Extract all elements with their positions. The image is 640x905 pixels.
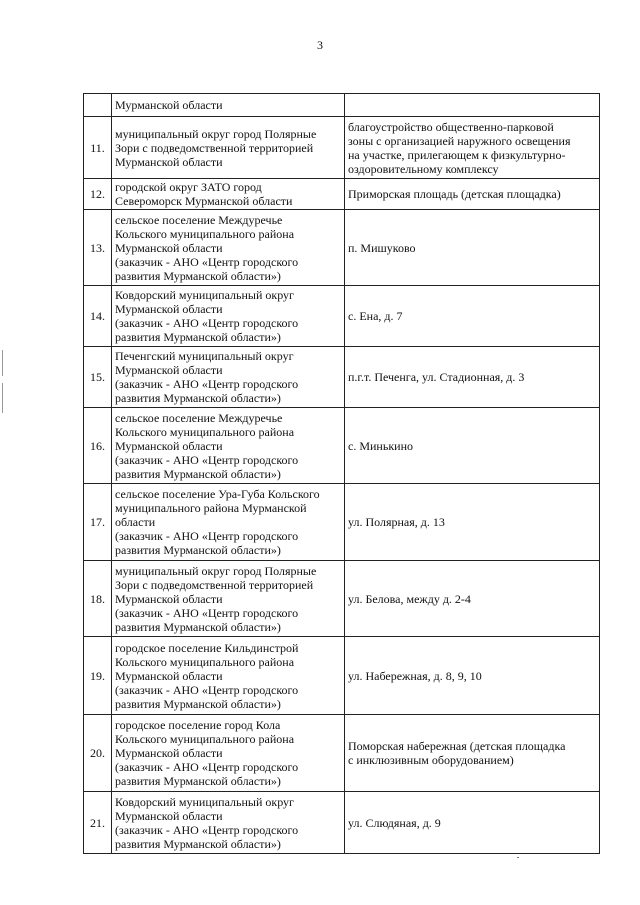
- row-number: 12.: [84, 179, 112, 210]
- municipality-cell: Печенгский муниципальный округ Мурманской области (заказчик - АНО «Центр городского развития Мурманской области»): [112, 347, 345, 408]
- table-row: [84, 117, 600, 179]
- row-number: 20.: [84, 715, 112, 792]
- table-row: [84, 286, 600, 347]
- municipality-cell: муниципальный округ город Полярные Зори с подведомственной территорией Мурманской области: [112, 117, 345, 179]
- municipality-cell: сельское поселение Ура-Губа Кольского муниципального района Мурманской области (заказчик - АНО «Центр городского развития Мурманской области»): [112, 484, 345, 561]
- object-cell: Приморская площадь (детская площадка): [345, 179, 600, 210]
- page-number: 3: [317, 38, 323, 52]
- table-row: [84, 637, 600, 715]
- object-cell: ул. Слюдяная, д. 9: [345, 792, 600, 854]
- table-row: [84, 94, 600, 117]
- table-row: [84, 561, 600, 637]
- object-cell: благоустройство общественно-парковой зоны с организацией наружного освещения на участке, прилегающем к физкультурно- оздоровительному комплексу: [345, 117, 600, 179]
- object-cell: п. Мишуково: [345, 210, 600, 286]
- table-row: [84, 347, 600, 408]
- row-number: 16.: [84, 408, 112, 484]
- table-row: [84, 408, 600, 484]
- row-number: 15.: [84, 347, 112, 408]
- municipality-cell: сельское поселение Междуречье Кольского муниципального района Мурманской области (заказчик - АНО «Центр городского развития Мурманской области»): [112, 408, 345, 484]
- table-row: [84, 179, 600, 210]
- row-number: [84, 94, 112, 117]
- table-row: [84, 792, 600, 854]
- row-number: 19.: [84, 637, 112, 715]
- object-cell: с. Минькино: [345, 408, 600, 484]
- municipality-cell: Мурманской области: [112, 94, 345, 117]
- table-row: [84, 210, 600, 286]
- object-cell: ул. Полярная, д. 13: [345, 484, 600, 561]
- object-cell: ул. Белова, между д. 2-4: [345, 561, 600, 637]
- municipality-cell: городское поселение город Кола Кольского муниципального района Мурманской области (заказчик - АНО «Центр городского развития Мурманской области»): [112, 715, 345, 792]
- object-cell: [345, 94, 600, 117]
- row-number: 13.: [84, 210, 112, 286]
- object-cell: с. Ена, д. 7: [345, 286, 600, 347]
- municipality-cell: городское поселение Кильдинстрой Кольского муниципального района Мурманской области (заказчик - АНО «Центр городского развития Мурманской области»): [112, 637, 345, 715]
- municipality-cell: сельское поселение Междуречье Кольского муниципального района Мурманской области (заказчик - АНО «Центр городского развития Мурманской области»): [112, 210, 345, 286]
- object-cell: п.г.т. Печенга, ул. Стадионная, д. 3: [345, 347, 600, 408]
- object-cell: ул. Набережная, д. 8, 9, 10: [345, 637, 600, 715]
- object-cell: Поморская набережная (детская площадка с инклюзивным оборудованием): [345, 715, 600, 792]
- row-number: 14.: [84, 286, 112, 347]
- municipality-cell: муниципальный округ город Полярные Зори с подведомственной территорией Мурманской области (заказчик - АНО «Центр городского развития Мурманской области»): [112, 561, 345, 637]
- scan-margin-mark: [2, 350, 3, 376]
- table-row: [84, 715, 600, 792]
- row-number: 17.: [84, 484, 112, 561]
- municipality-cell: Ковдорский муниципальный округ Мурманской области (заказчик - АНО «Центр городского развития Мурманской области»): [112, 286, 345, 347]
- row-number: 11.: [84, 117, 112, 179]
- scan-margin-mark: [2, 383, 3, 413]
- scan-dot: [517, 857, 519, 858]
- municipality-cell: Ковдорский муниципальный округ Мурманской области (заказчик - АНО «Центр городского развития Мурманской области»): [112, 792, 345, 854]
- table-row: [84, 484, 600, 561]
- row-number: 21.: [84, 792, 112, 854]
- row-number: 18.: [84, 561, 112, 637]
- municipality-cell: городской округ ЗАТО город Североморск Мурманской области: [112, 179, 345, 210]
- objects-table: [83, 93, 600, 854]
